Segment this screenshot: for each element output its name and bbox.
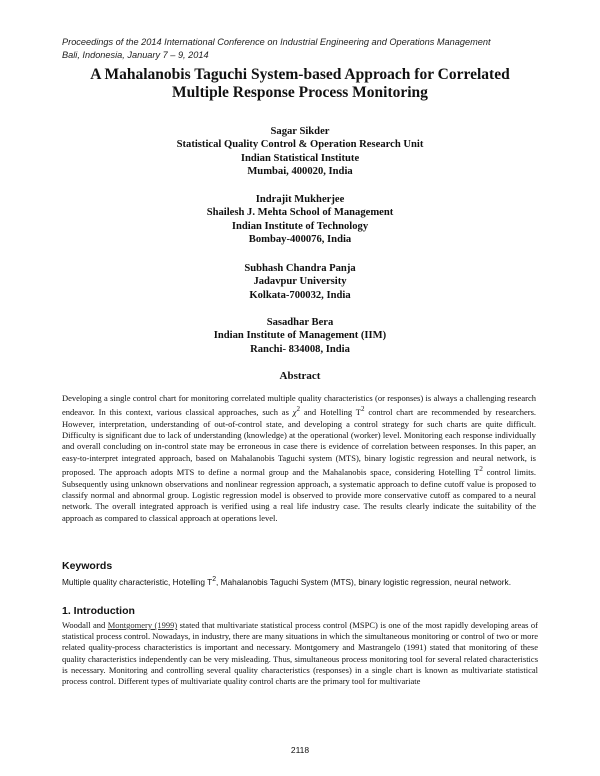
conference-header [62,36,491,61]
keywords-body [62,574,538,588]
chi-symbol: χ [292,407,297,418]
abstract-text: control limits. Subsequently using unknown observations and nonlinear regression approach, a systematic approach to define cutoff value is proposed to classify normal and abnormal group. Logistic regression model is observed to provide more conservative cutoff as compared to a neural network. The overall integrated approach is verified using a real life industry case. The results clearly indicate the suitability of the approach as compared to classical approach at operations level. [62,467,536,523]
author-address: Ranchi- 834008, India [250,343,350,355]
page-number: 2118 [290,745,310,755]
author-affiliation: Jadavpur University [253,276,347,288]
author-affiliation: Indian Institute of Technology [231,220,369,232]
author-name: Subhash Chandra Panja [244,263,356,274]
header-line-2: Bali, Indonesia, January 7 – 9, 2014 [62,49,209,60]
abstract-text: control chart are recommended by researchers. However, interpretation, understanding of out-of-control state, and developing a control strategy for such charts are quite difficult. Difficulty is significant due to lack of understanding (knowledge) at the operational (worker) level. Monitoring each response individually and overall concluding on in-control state may be erroneous in case there is evidence of correlation between responses. In this paper, an easy-to-interpret integrated approach, based on Mahalanobis Taguchi system (MTS), binary logistic regression and neural network, is proposed. The approach adopts MTS to define a normal group and the Mahalanobis space, considering Hotelling T [62,407,536,478]
author-name: Sasadhar Bera [266,317,334,328]
author-block-2 [40,193,560,247]
intro-text: Woodall and [62,620,108,630]
title-line-2: Multiple Response Process Monitoring [172,84,428,101]
superscript: 2 [212,576,217,583]
intro-text: stated that multivariate statistical process control (MSPC) is one of the most rapidly developing areas of statistical process control. Nowadays, in industry, there are many situations in which the simultaneous monitoring or control of two or more related quality-process characteristics is important and necessary. Montgomery and Mastrangelo (1991) stated that monitoring of these quality characteristics independently can be very misleading. Thus, simultaneous process monitoring tool for several related characteristics is necessary. Monitoring and controlling several quality characteristics (responses) in a single chart is known as multivariate statistical process control. Different types of multivariate quality control charts are the primary tool for multivariate [62,620,538,687]
author-block-1 [40,125,560,179]
author-affiliation: Shailesh J. Mehta School of Management [206,207,394,219]
author-address: Mumbai, 400020, India [247,166,353,178]
keywords-text: , Mahalanobis Taguchi System (MTS), binary logistic regression, neural network. [216,576,512,587]
paper-title [40,66,560,102]
introduction-heading: 1. Introduction [62,605,135,617]
introduction-body [62,620,538,687]
title-line-1: A Mahalanobis Taguchi System-based Approach for Correlated [90,66,510,83]
author-affiliation: Indian Institute of Management (IIM) [213,330,387,342]
citation-link[interactable]: Montgomery (1999) [107,620,178,630]
author-address: Kolkata-700032, India [249,289,351,301]
abstract-heading: Abstract [279,370,321,382]
header-line-1: Proceedings of the 2014 International Conference on Industrial Engineering and Operations Management [62,37,491,47]
author-name: Sagar Sikder [270,126,330,137]
superscript: 2 [296,405,301,414]
keywords-heading: Keywords [62,560,113,572]
author-address: Bombay-400076, India [248,234,352,246]
author-name: Indrajit Mukherjee [255,194,345,205]
superscript: 2 [479,465,483,474]
author-block-3 [40,262,560,302]
abstract-text: Developing a single control chart for monitoring correlated multiple quality characteristics (or responses) is always a challenging research endeavor. In this context, various classical approaches, such as [62,393,536,418]
author-block-4 [40,316,560,356]
abstract-text: and Hotelling T [300,407,361,418]
keywords-text: Multiple quality characteristic, Hotelling T [62,576,213,587]
author-affiliation: Indian Statistical Institute [240,152,360,164]
superscript: 2 [360,405,365,414]
author-affiliation: Statistical Quality Control & Operation Research Unit [176,139,424,151]
abstract-body [62,393,536,524]
